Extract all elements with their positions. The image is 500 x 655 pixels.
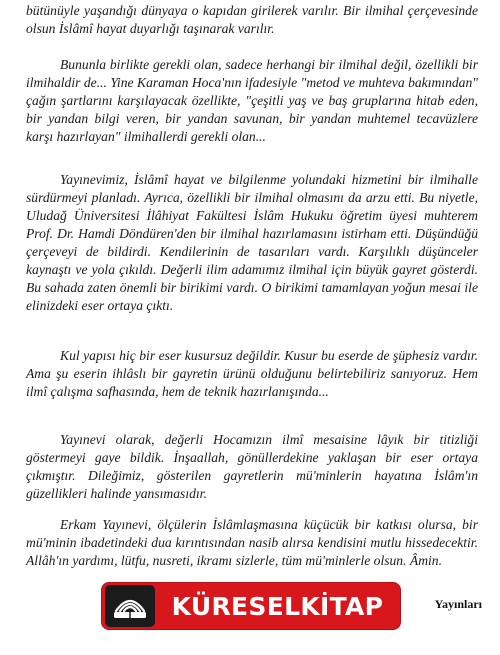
watermark-banner [102,583,400,629]
paragraph-diligence: Yayınevi olarak, değerli Hocamızın ilmî mesaisine lâyık bir titizliği göstermeyi gaye bildik. İnşaallah, gönüllerdekine yaklaşan bir eser ortaya çıkmıştır. Dileğimiz, gösterilen gayretlerin mü'minlerin hayatına İslâm'ın güzellikleri halinde yansımasıdır. [26,432,478,501]
paragraph-continued: bütünüyle yaşandığı dünyaya o kapıdan girilerek varılır. Bir ilmihal çerçevesinde olsun İslâmî hayat duyarlığı taşınarak varılır. [26,3,478,36]
watermark-text: KÜRESELKİTAP [171,591,384,621]
book-logo-icon [105,585,155,627]
paragraph-imperfection: Kul yapısı hiç bir eser kusursuz değildir. Kusur bu eserde de şüphesiz vardır. Ama şu eserin ihlâslı bir gayretin ürünü olduğunu belirtebiliriz sanıyoruz. Hem ilmî çalışma safhasında, hem de teknik hazırlanışında... [26,348,478,399]
paragraph-ilmihal-need: Bununla birlikte gerekli olan, sadece herhangi bir ilmihal değil, özellikli bir ilmihaldir de... Yine Karaman Hoca'nın ifadesiyle "metod ve muhteva bakımından" çağın şartlarını karşılayacak özellikte, "çeşitli yaş ve baş gruplarına hitab eden, bir yandan bilgi veren, bir yandan savunan, bir yandan muhtemel tecavüzlere karşı hazırlayan" ilmihallerdi gerekli olan... [26,57,478,144]
publisher-signature: Yayınları [434,597,482,611]
paragraph-publisher-plan: Yayınevimiz, İslâmî hayat ve bilgilenme yolundaki hizmetini bir ilmihalle sürdürmeyi planladı. Ayrıca, özellikli bir ilmihal olmasını da arzu etti. Bu niyetle, Uludağ Üniversitesi İlâhiyat Fakültesi İslâm Hukuku öğretim üyesi muhterem Prof. Dr. Hamdi Döndüren'den bir ilmihal hazırlamasını istirham etti. Düşündüğü çerçeveyi de bildirdi. Kendilerinin de tasarıları vardı. Karşılıklı düşünceler kaynaştı ve yola çıkıldı. Değerli ilim adamımız ilmihal için büyük gayret gösterdi. Bu sahada zaten önemli bir birikimi vardı. O birikimi tamamlayan yoğun mesai ile elinizdeki eser ortaya çıktı. [26,172,478,313]
paragraph-closing-prayer: Erkam Yayınevi, ölçülerin İslâmlaşmasına küçücük bir katkısı olursa, bir mü'minin ibadetindeki dua kırıntısından nasib alırsa kendisini mutlu hissedecektir. Allâh'ın yardımı, lütfu, nusreti, ikramı sizlerle, tüm mü'minlerle olsun. Âmin. [26,517,478,568]
